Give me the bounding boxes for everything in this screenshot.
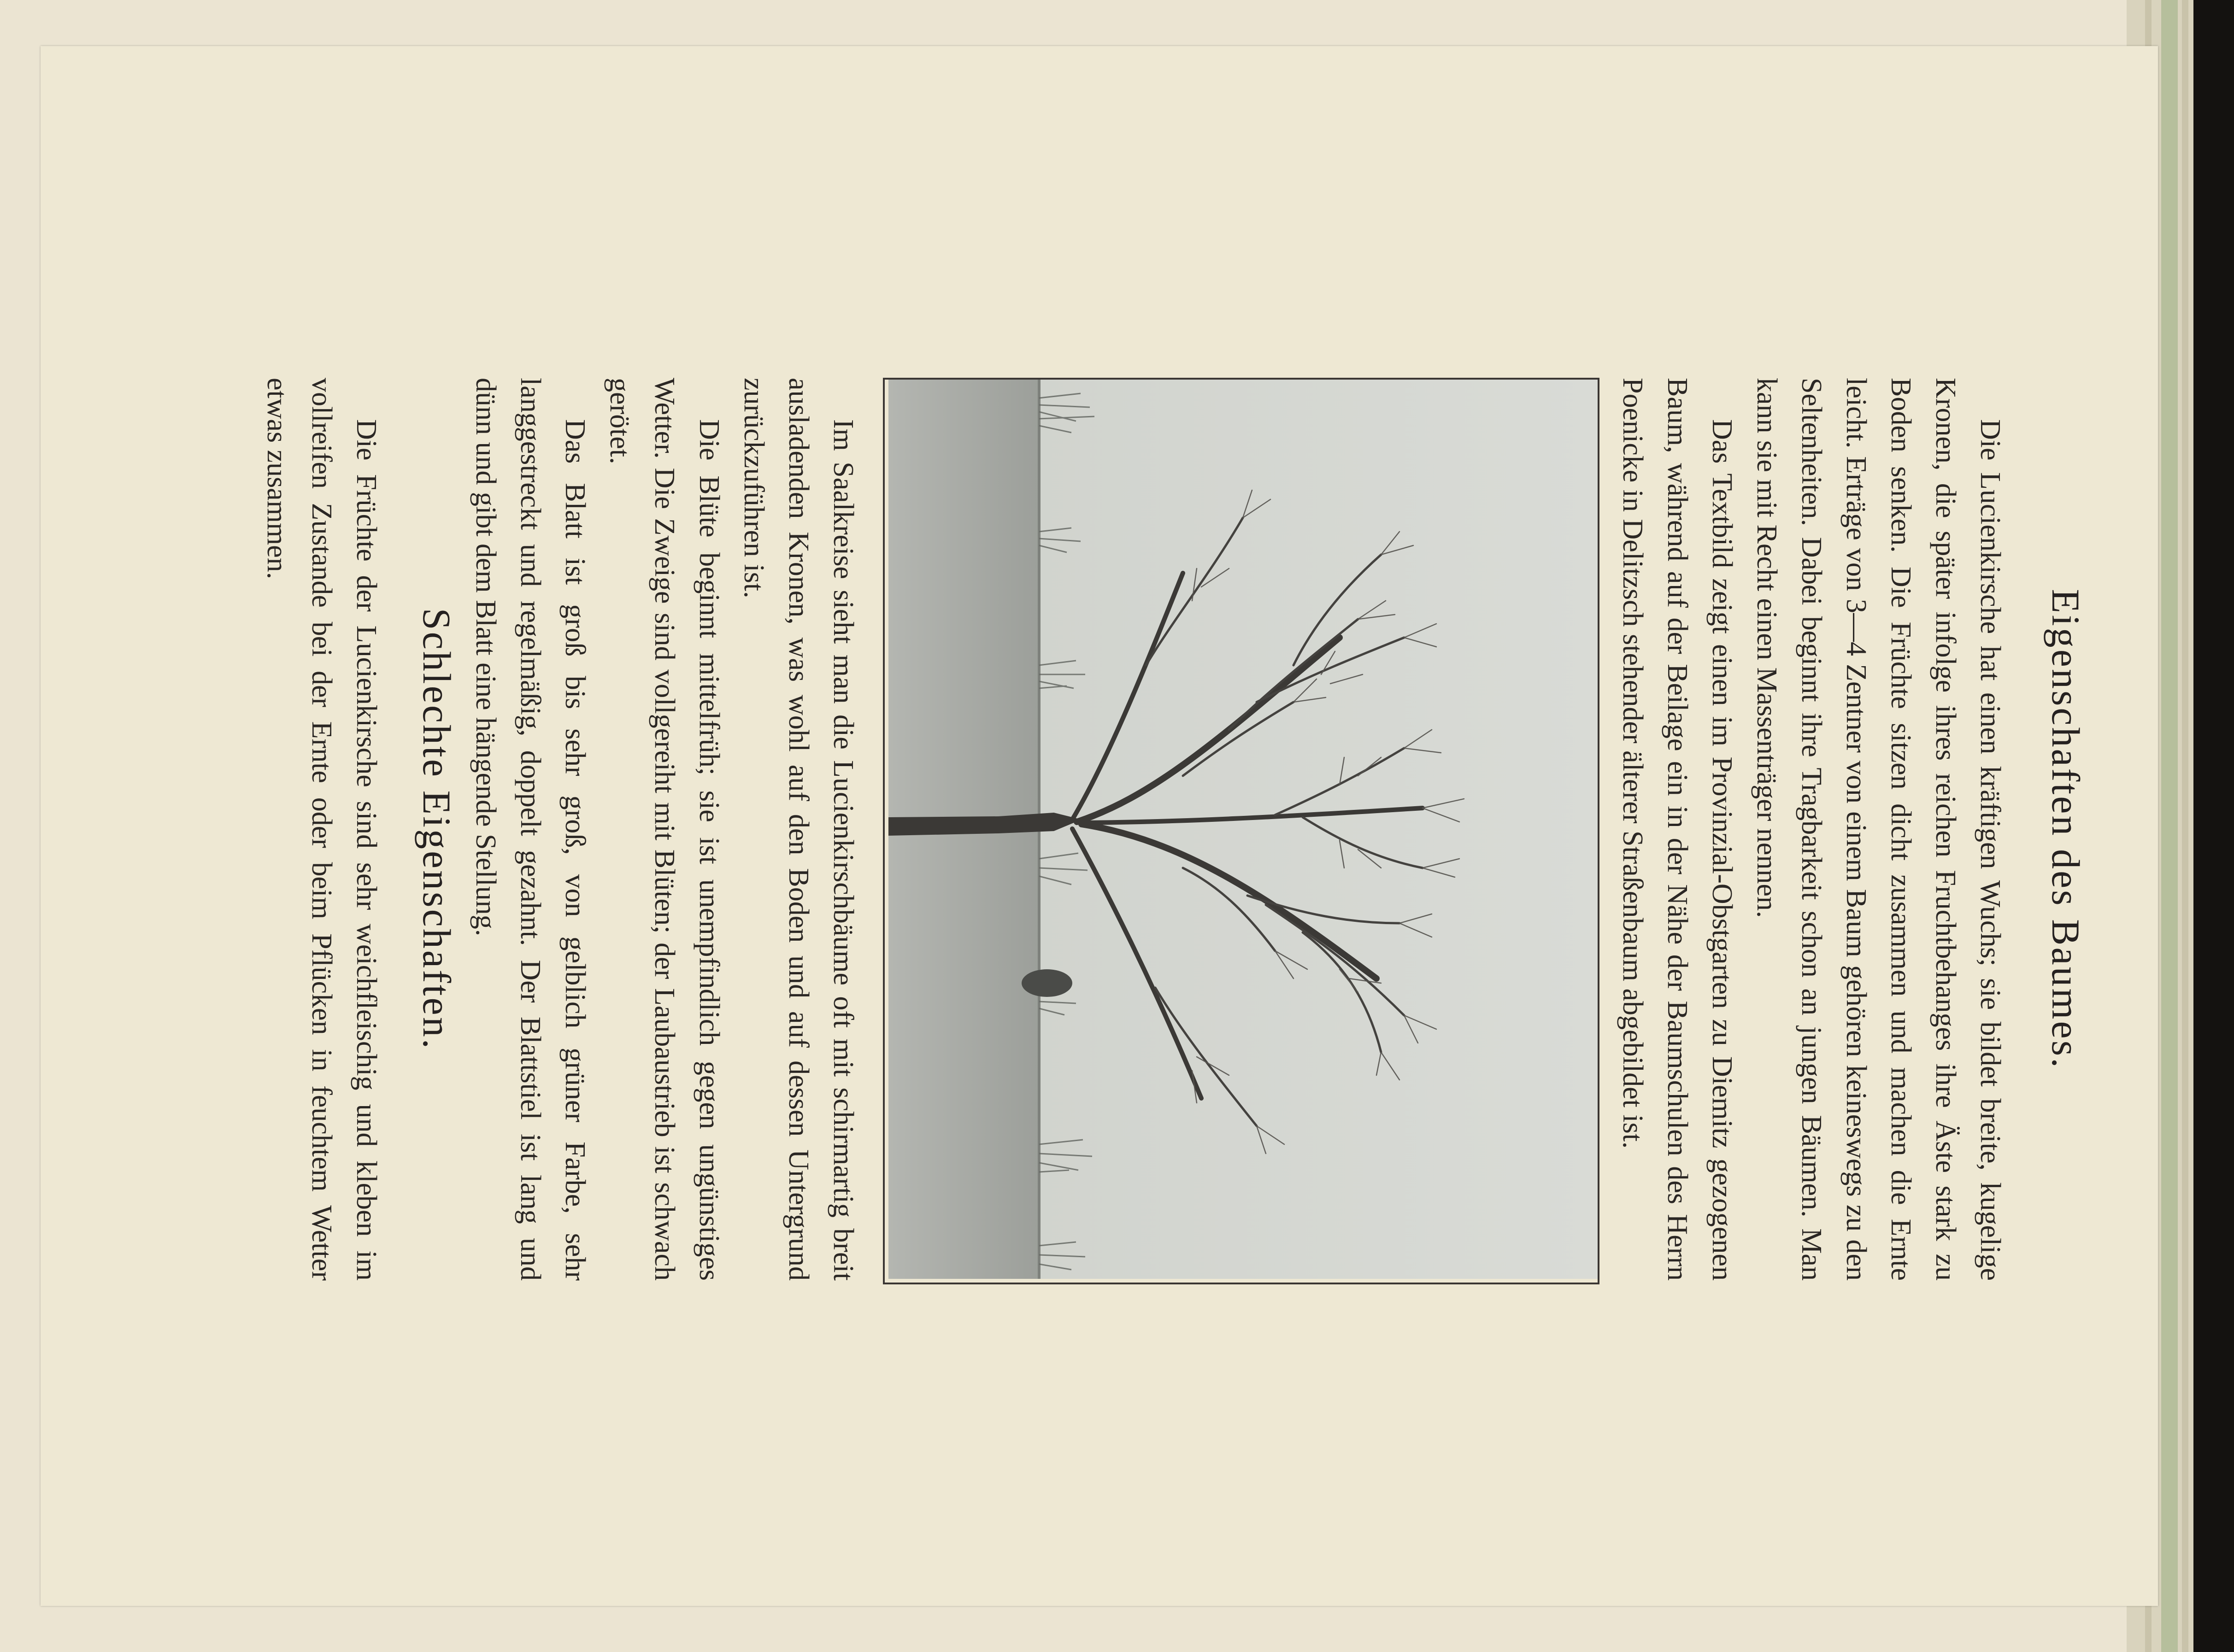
book-page: [41, 46, 2158, 1606]
paragraph: Im Saalkreise sieht man die Lucienkirschbäume oft mit schirmartig breit ausladenden Kronen, was wohl auf den Boden und auf dessen Untergrund zurückzuführen ist.: [738, 378, 859, 1281]
paragraph: Die Blüte beginnt mittelfrüh; sie ist unempfindlich gegen ungünstiges Wetter. Die Zweige sind vollgereiht mit Blüten; der Laubaustrieb ist schwach gerötet.: [604, 378, 725, 1281]
bare-tree-photo: [883, 378, 1599, 1284]
paragraph: Das Blatt ist groß bis sehr groß, von gelblich grüner Farbe, sehr langgestreckt und regelmäßig, doppelt gezahnt. Der Blattstiel ist lang und dünn und gibt dem Blatt eine hängende Stellung.: [470, 378, 591, 1281]
section-2: [463, 378, 865, 1281]
tree-illustration: [888, 380, 1598, 1279]
rotated-page-content: [41, 46, 2158, 1606]
heading-schlechte-eigenschaften: Schlechte Eigenschaften.: [415, 608, 459, 1051]
cover-edge: [2161, 0, 2178, 1652]
paragraph: Das Textbild zeigt einen im Provinzial-Obstgarten zu Diemitz gezogenen Baum, während auf der Beilage ein in der Nähe der Baumschulen des Herrn Poenicke in Delitzsch stehender älterer Straßenbaum abgebildet ist.: [1617, 378, 1738, 1281]
section-3: [254, 378, 388, 1281]
paragraph: Die Lucienkirsche hat einen kräftigen Wuchs; sie bildet breite, kugelige Kronen, die später infolge ihres reichen Fruchtbehanges ihre Äste stark zu Boden senken. Die Früchte sitzen dicht zusammen und machen die Ernte leicht. Erträge von 3—4 Zentner von einem Baum gehören keineswegs zu den Seltenheiten. Dabei beginnt ihre Tragbarkeit schon an jungen Bäumen. Man kann sie mit Recht einen Massenträger nennen.: [1751, 378, 2006, 1281]
page-edge-line: [2182, 0, 2188, 1652]
heading-eigenschaften: Eigenschaften des Baumes.: [2044, 589, 2088, 1070]
section-1: [1610, 378, 2012, 1281]
paragraph: Die Früchte der Lucienkirsche sind sehr weichfleischig und kleben im vollreifen Zustande bei der Ernte oder beim Pflücken in feuchtem Wetter etwas zusammen.: [261, 378, 382, 1281]
binding-band: [2193, 0, 2234, 1652]
